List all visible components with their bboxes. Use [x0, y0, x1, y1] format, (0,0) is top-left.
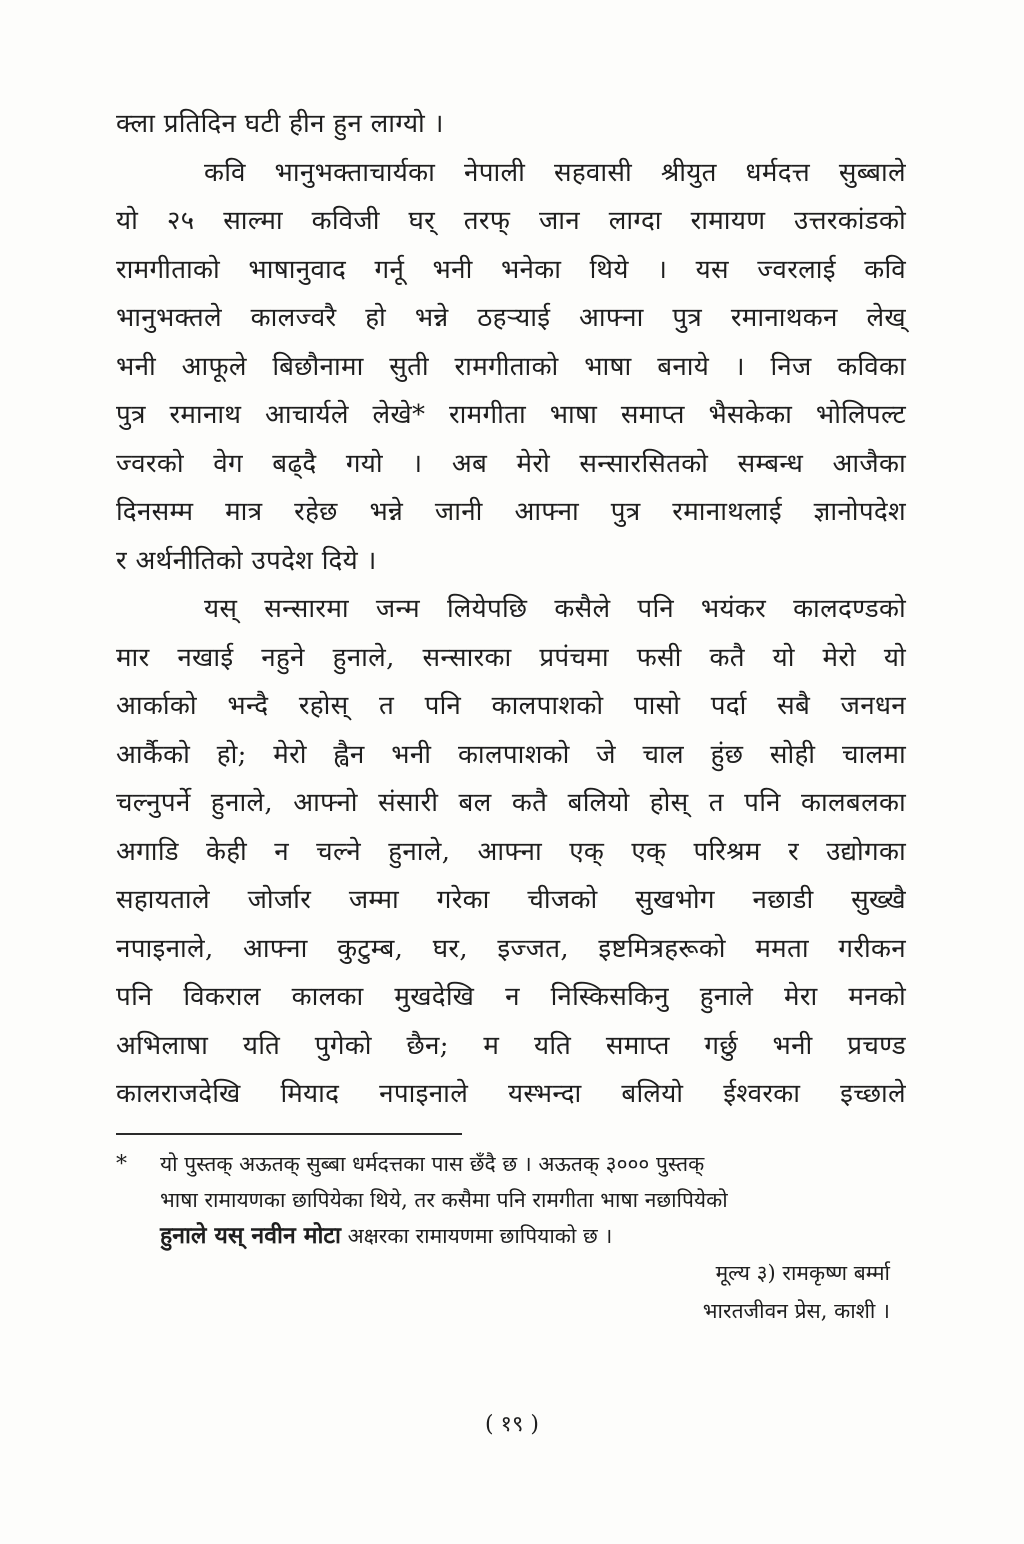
text-line: सहायताले जोर्जार जम्मा गरेका चीजको सुखभोग नछाडी सुख्खै [116, 885, 906, 915]
text-line: पनि विकराल कालका मुखदेखि न निस्किसकिनु हुनाले मेरा मनको [116, 982, 906, 1012]
footnote-emphasis: हुनाले यस् नवीन मोटा [160, 1222, 341, 1249]
footnote-line: भाषा रामायणका छापियेका थिये, तर कसैमा पनि रामगीता भाषा नछापियेको [160, 1188, 728, 1212]
text-line: अभिलाषा यति पुगेको छैन; म यति समाप्त गर्छु भनी प्रचण्ड [116, 1030, 906, 1061]
text-line: नपाइनाले, आफ्ना कुटुम्ब, घर, इज्जत, इष्टमित्रहरूको ममता गरीकन [116, 933, 906, 964]
footnote-text: अक्षरका रामायणमा छापियाको छ । [340, 1224, 613, 1248]
footnote-line [116, 1218, 906, 1254]
text-line: कालराजदेखि मियाद नपाइनाले यस्भन्दा बलियो ईश्वरका इच्छाले [116, 1079, 906, 1109]
text-line: ज्वरको वेग बढ्दै गयो । अब मेरो सन्सारसितको सम्बन्ध आजैका [116, 448, 906, 479]
text-line: यो २५ साल्मा कविजी घर् तरफ् जान लाग्दा रामायण उत्तरकांडको [116, 206, 906, 236]
footnote-text: यो पुस्तक् अऊतक् सुब्बा धर्मदत्तका पास छँदै छ । अऊतक् ३००० पुस्तक् [160, 1152, 705, 1176]
body-text [116, 100, 906, 1119]
paragraph-start-line: कवि भानुभक्ताचार्यका नेपाली सहवासी श्रीयुत धर्मदत्त सुब्बाले [204, 157, 906, 188]
text-line: आर्कैको हो; मेरो ह्वैन भनी कालपाशको जे चाल हुंछ सोही चालमा [116, 739, 906, 770]
text-line: र अर्थनीतिको उपदेश दिये । [116, 545, 377, 576]
text-line: रामगीताको भाषानुवाद गर्नू भनी भनेका थिये । यस ज्वरलाई कवि [116, 254, 906, 285]
footnote-price-publisher: मूल्य ३) रामकृष्ण बर्म्मा [715, 1261, 890, 1285]
footnote-line [116, 1146, 906, 1182]
text-line: अगाडि केही न चल्ने हुनाले, आफ्ना एक् एक् परिश्रम र उद्योगका [116, 836, 906, 867]
text-line: भानुभक्तले कालज्वरै हो भन्ने ठहऱ्याई आफ्ना पुत्र रमानाथकन लेख् [116, 303, 906, 333]
text-line: आर्काको भन्दै रहोस् त पनि कालपाशको पासो पर्दा सबै जनधन [116, 691, 906, 721]
text-line: दिनसम्म मात्र रहेछ भन्ने जानी आफ्ना पुत्र रमानाथलाई ज्ञानोपदेश [116, 497, 906, 527]
text-line: चल्नुपर्ने हुनाले, आफ्नो संसारी बल कतै बलियो होस् त पनि कालबलका [116, 788, 906, 818]
text-line: क्ला प्रतिदिन घटी हीन हुन लाग्यो । [116, 109, 444, 139]
footnote [116, 1146, 906, 1330]
text-line: भनी आफूले बिछौनामा सुती रामगीताको भाषा बनाये । निज कविका [116, 351, 906, 382]
paragraph-start-line: यस् सन्सारमा जन्म लियेपछि कसैले पनि भयंकर कालदण्डको [204, 594, 906, 624]
page-number: ( १९ ) [484, 1412, 540, 1437]
footnote-press: भारतजीवन प्रेस, काशी । [702, 1299, 890, 1323]
text-line: पुत्र रमानाथ आचार्यले लेखे* रामगीता भाषा समाप्त भैसकेका भोलिपल्ट [116, 400, 906, 430]
footnote-divider [116, 1133, 462, 1135]
text-line: मार नखाई नहुने हुनाले, सन्सारका प्रपंचमा फसी कतै यो मेरो यो [116, 642, 906, 673]
footnote-marker: * [116, 1152, 127, 1177]
